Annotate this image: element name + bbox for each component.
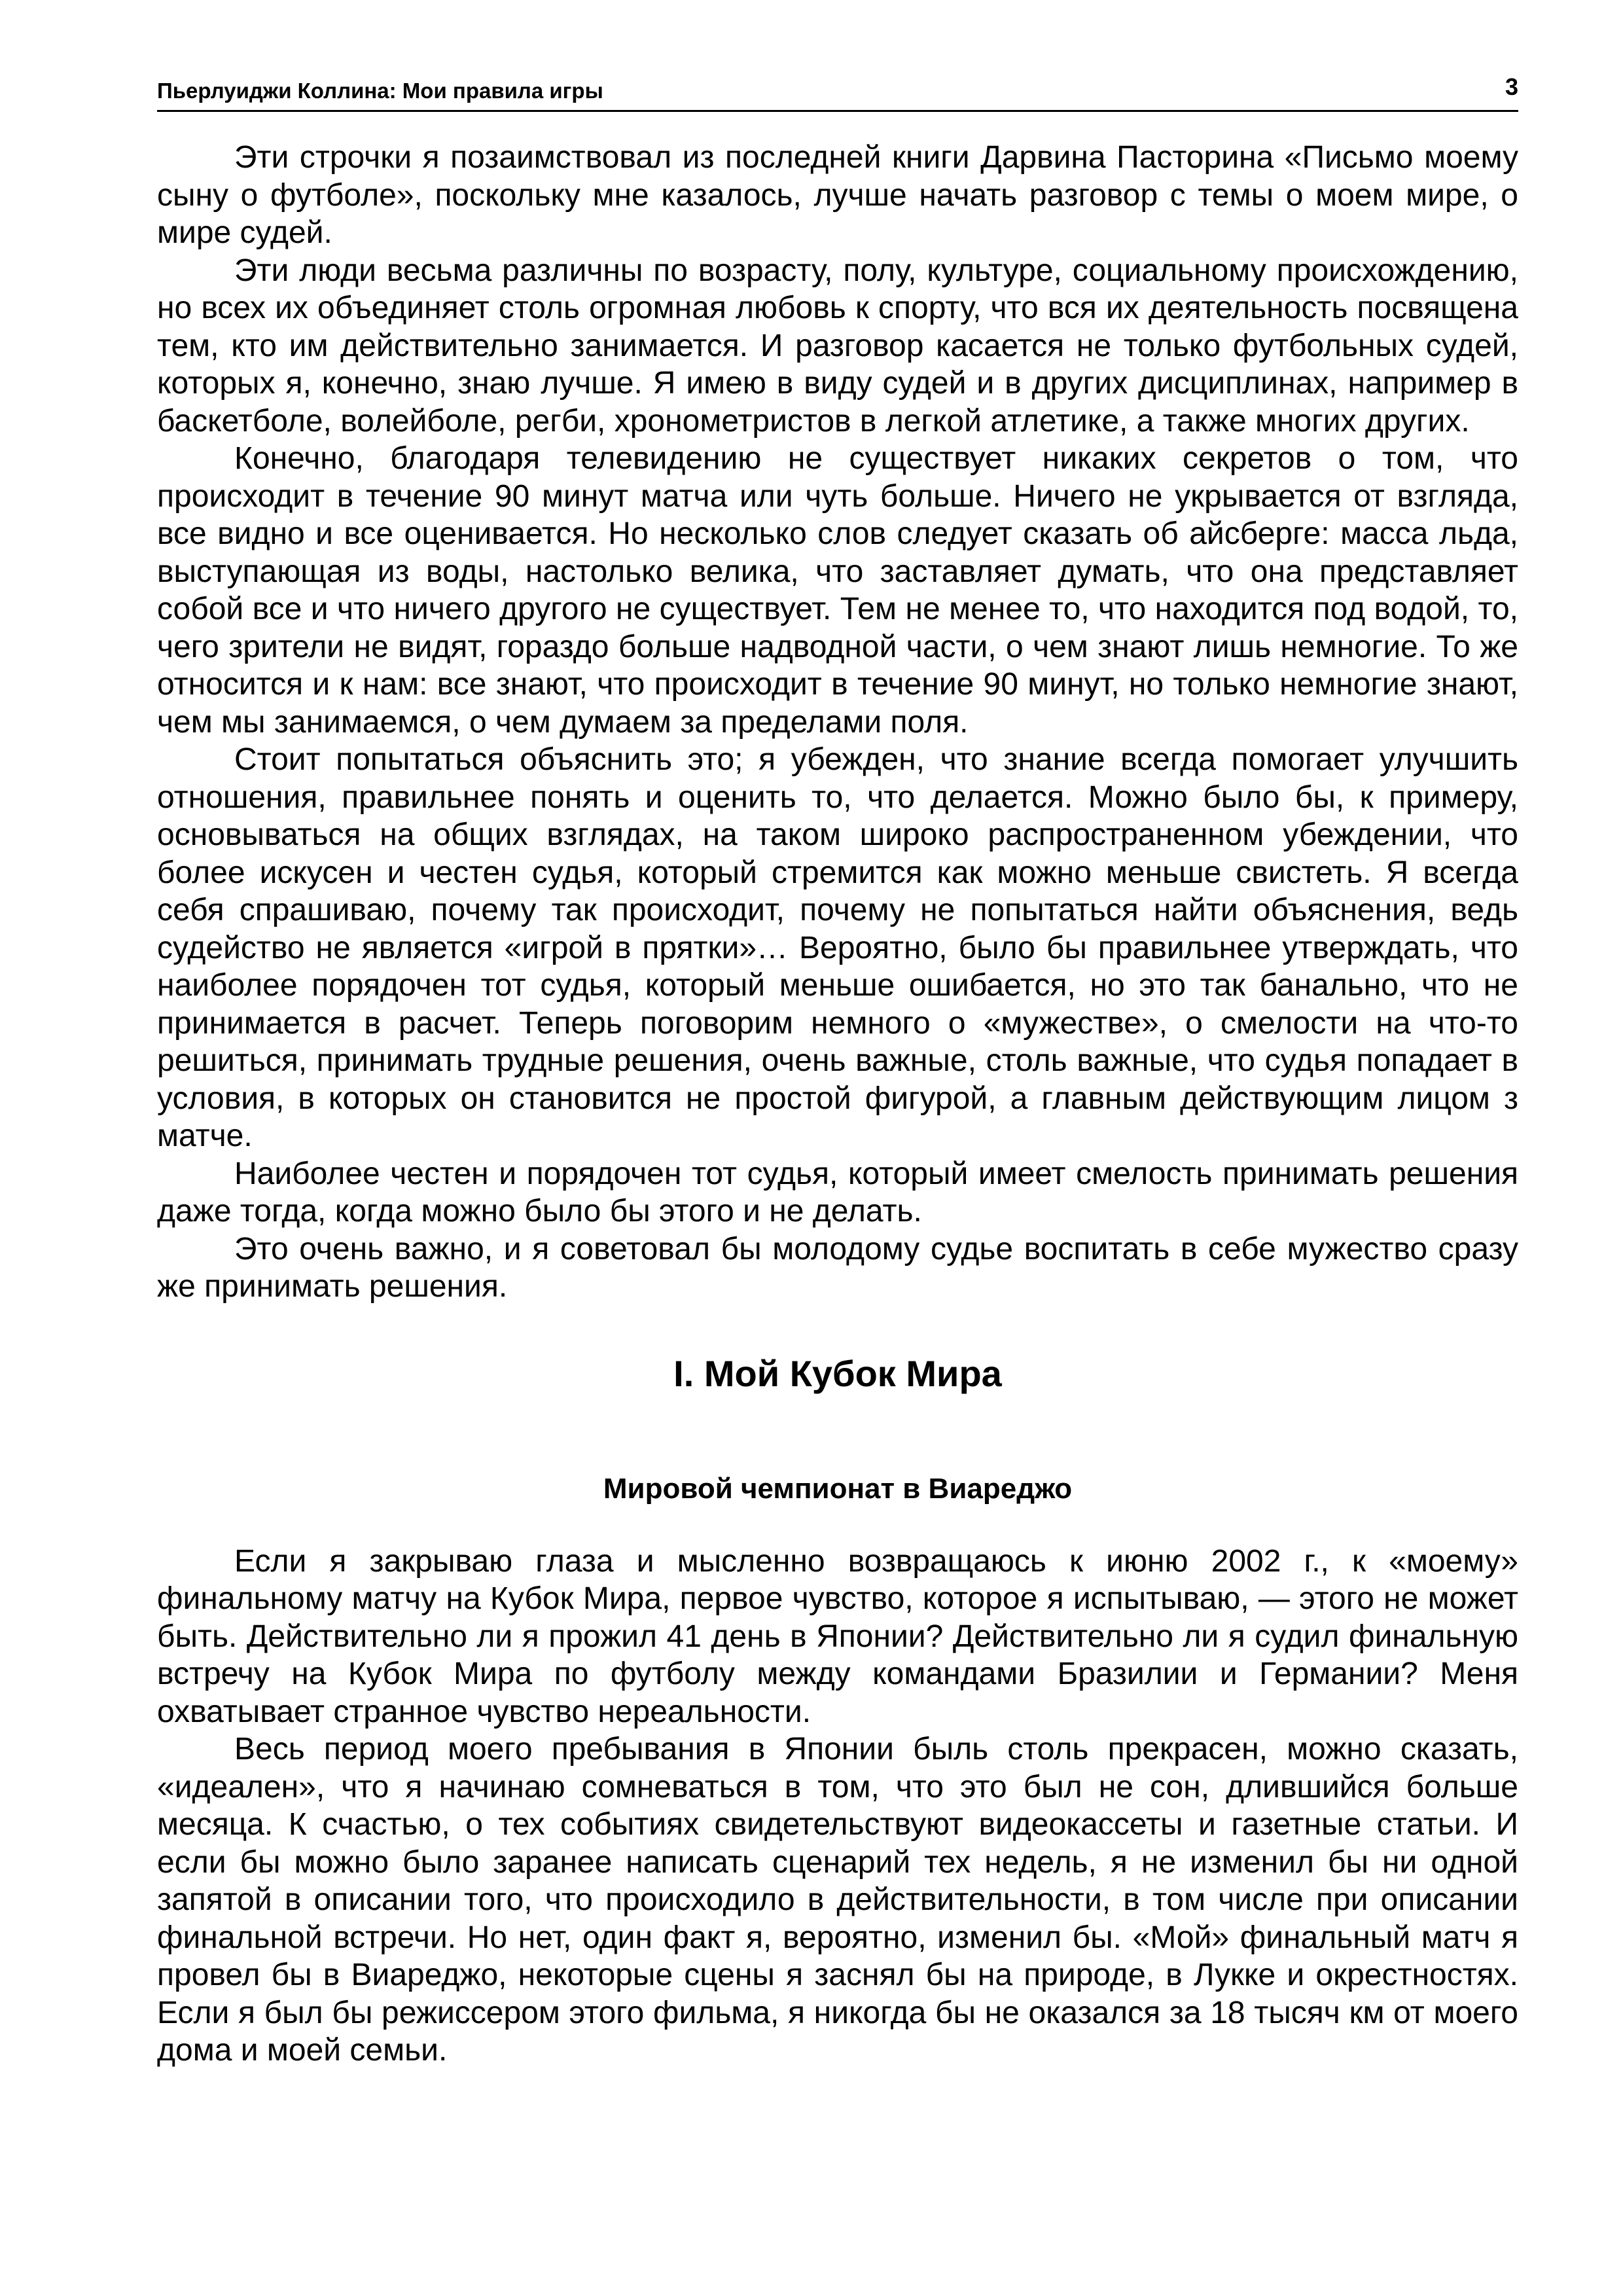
paragraph: Весь период моего пребывания в Японии быль столь прекрасен, можно сказать, «идеален», что я начинаю сомневаться в том, что это был не сон, длившийся больше месяца. К счастью, о тех событиях свидетельствуют видеокассеты и газетные статьи. И если бы можно было заранее написать сценарий тех недель, я не изменил бы ни одной запятой в описании того, что происходило в действительности, в том числе при описании финальной встречи. Но нет, один факт я, вероятно, изменил бы. «Мой» финальный матч я провел бы в Виареджо, некоторые сцены я заснял бы на природе, в Лукке и окрестностях. Если я был бы режиссером этого фильма, я никогда бы не оказался за 18 тысяч км от моего дома и моей семьи. xyxy=(157,1732,1518,2068)
paragraph: Конечно, благодаря телевидению не существует никаких секретов о том, что происходит в течение 90 минут матча или чуть больше. Ничего не укрывается от взгляда, все видно и все оценивается. Но несколько слов следует сказать об айсберге: масса льда, выступающая из воды, настолько велика, что заставляет думать, что она представляет собой все и что ничего другого не существует. Тем не менее то, что находится под водой, то, чего зрители не видят, гораздо больше надводной части, о чем знают лишь немногие. То же относится и к нам: все знают, что происходит в течение 90 минут, но только немногие знают, чем мы занимаемся, о чем думаем за пределами поля. xyxy=(157,441,1518,740)
running-header xyxy=(157,73,1518,112)
document-page xyxy=(157,0,1518,2296)
paragraph: Стоит попытаться объяснить это; я убежден, что знание всегда помогает улучшить отношения, правильнее понять и оценить то, что делается. Можно было бы, к примеру, основываться на общих взглядах, на таком широко распространенном убеждении, что более искусен и честен судья, который стремится как можно меньше свистеть. Я всегда себя спрашиваю, почему так происходит, почему не попытаться найти объяснения, ведь судейство не является «игрой в прятки»… Вероятно, было бы правильнее утверждать, что наиболее порядочен тот судья, который меньше ошибается, но это так банально, что не принимается в расчет. Теперь поговорим немного о «мужестве», о смелости на что-то решиться, принимать трудные решения, очень важные, столь важные, что судья попадает в условия, в которых он становится не простой фигурой, а главным действующим лицом з матче. xyxy=(157,742,1518,1153)
paragraph: Эти строчки я позаимствовал из последней книги Дарвина Пасторина «Письмо моему сыну о футболе», поскольку мне казалось, лучше начать разговор с темы о моем мире, о мире судей. xyxy=(157,140,1518,250)
section-title: Мировой чемпионат в Виареджо xyxy=(603,1472,1073,1505)
paragraph: Наиболее честен и порядочен тот судья, который имеет смелость принимать решения даже тогда, когда можно было бы этого и не делать. xyxy=(157,1156,1518,1229)
body-text xyxy=(157,139,1518,2070)
running-title: Пьерлуиджи Коллина: Мои правила игры xyxy=(157,79,603,103)
paragraph: Эти люди весьма различны по возрасту, полу, культуре, социальному происхождению, но всех их объединяет столь огромная любовь к спорту, что вся их деятельность посвящена тем, кто им действительно занимается. И разговор касается не только футбольных судей, которых я, конечно, знаю лучше. Я имею в виду судей и в других дисциплинах, например в баскетболе, волейболе, регби, хронометристов в легкой атлетике, а также многих других. xyxy=(157,253,1518,439)
paragraph: Если я закрываю глаза и мысленно возвращаюсь к июню 2002 г., к «моему» финальному матчу на Кубок Мира, первое чувство, которое я испытываю, — этого не может быть. Действительно ли я прожил 41 день в Японии? Действительно ли я судил финальную встречу на Кубок Мира по футболу между командами Бразилии и Германии? Меня охватывает странное чувство нереальности. xyxy=(157,1543,1518,1729)
paragraph: Это очень важно, и я советовал бы молодому судье воспитать в себе мужество сразу же принимать решения. xyxy=(157,1231,1518,1304)
chapter-title: I. Мой Кубок Мира xyxy=(673,1352,1002,1394)
page-number: 3 xyxy=(1505,73,1518,100)
